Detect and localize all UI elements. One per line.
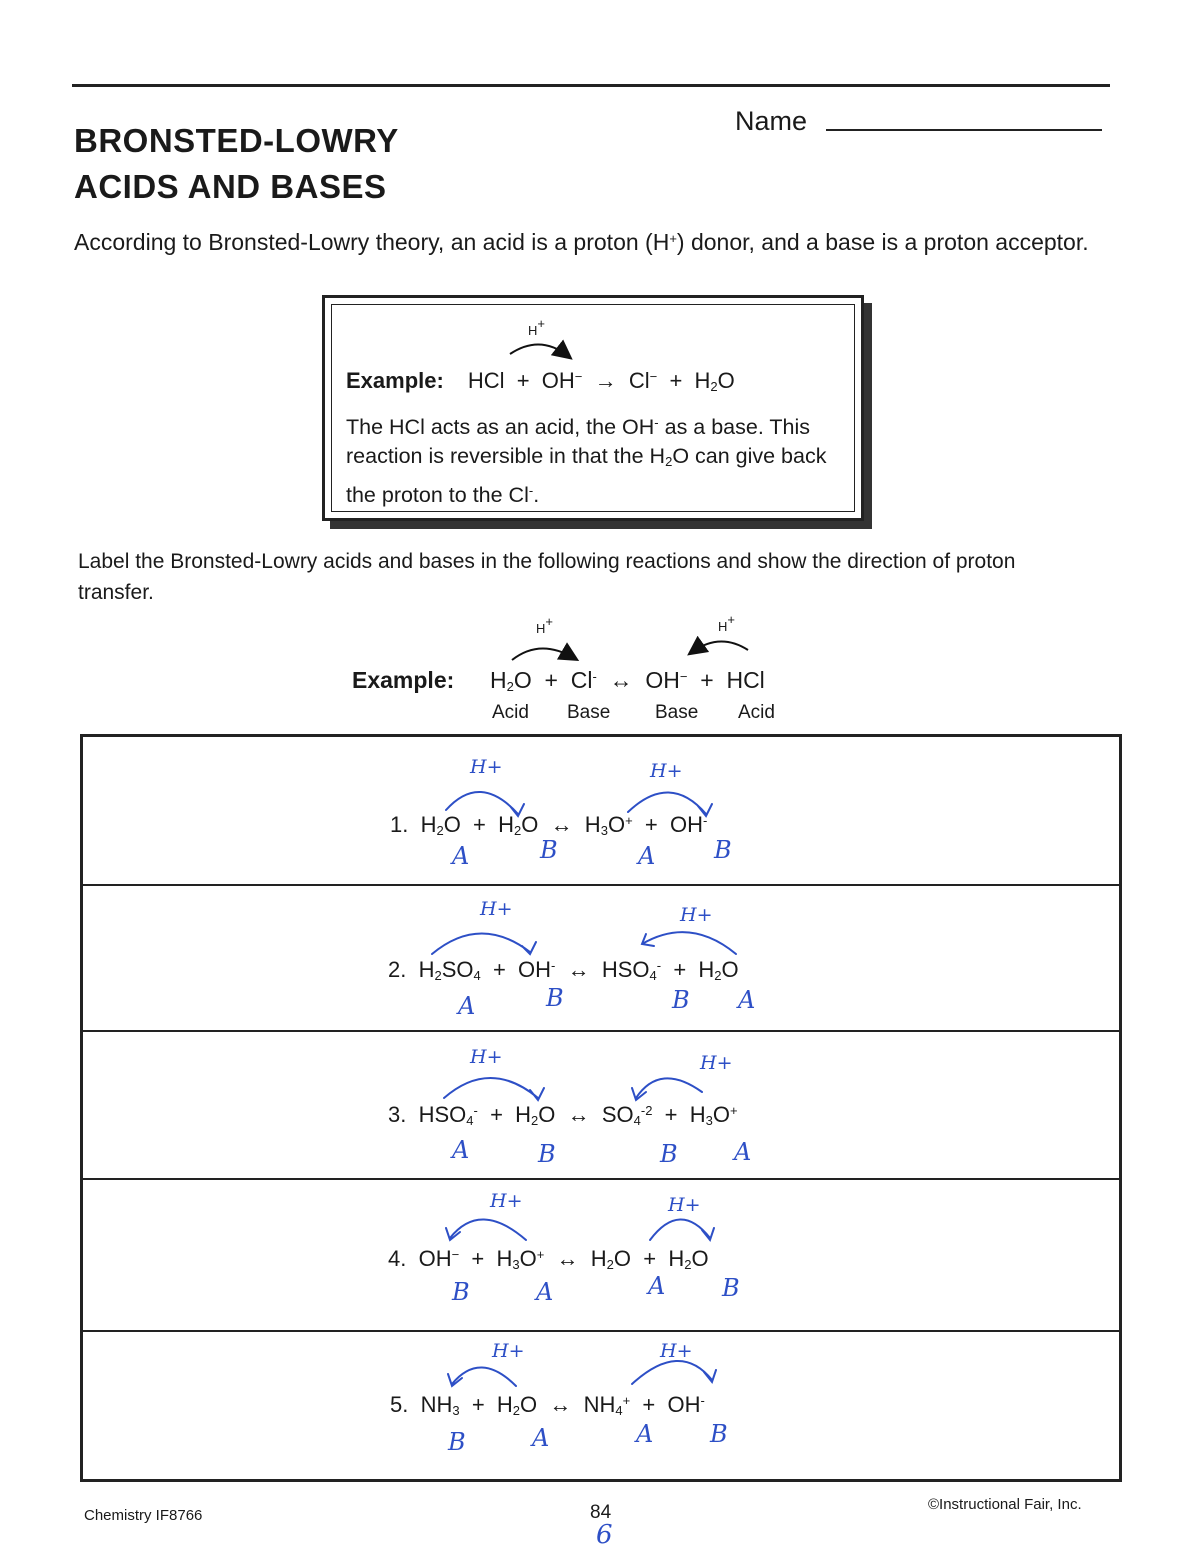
problem-3-answer-4[interactable]: A [734,1138,752,1166]
title-line-1: BRONSTED-LOWRY [74,122,399,159]
problem-1-answer-4[interactable]: B [714,836,732,864]
problem-5-equation: 5. $NH_3 + H_2O$ ↔ $NH_4^+ + OH^-$ [390,1392,705,1418]
footer-copyright: ©Instructional Fair, Inc. [928,1496,1082,1513]
problem-1-answer-1[interactable]: A [452,842,470,870]
example-box-hplus: H+ [528,316,545,338]
problem-3-arrow-right [632,1078,702,1100]
example2-hplus-left: H+ [536,614,553,636]
problem-5-answer-4[interactable]: B [710,1420,728,1448]
problem-3-number: 3. [388,1102,407,1127]
problem-1-number: 1. [390,812,409,837]
example2-role-3: Base [655,702,699,723]
problem-5-hplus-right: H+ [660,1340,693,1362]
problem-4-equation: 4. $OH^- + H_3O^+$ ↔ $H_2O + H_2O$ [388,1246,709,1272]
example2-proton-arrow-right [692,641,748,652]
example2-equation: $H_2O + Cl^-$ ↔ OH− + HCl [490,667,765,694]
problem-3-arrow-left [444,1078,544,1100]
problem-2-answer-1[interactable]: A [458,992,476,1020]
name-label: Name [735,106,808,136]
problem-5-number: 5. [390,1392,409,1417]
problem-5-arrow-left [448,1367,516,1386]
problem-1-equation: 1. $H_2O + H_2O$ ↔ $H_3O^+ + OH^-$ [390,812,708,838]
example-box-label: Example: [346,368,444,393]
problem-5-answer-2[interactable]: A [532,1424,550,1452]
example2-role-4: Acid [738,702,775,723]
problem-3-hplus-left: H+ [470,1046,503,1068]
problem-4-number: 4. [388,1246,407,1271]
example2-role-1: Acid [492,702,529,723]
intro-paragraph: According to Bronsted-Lowry theory, an acid is a proton (H+) donor, and a base is a proton acceptor. [74,229,1089,255]
problem-1-arrow-right [628,792,712,816]
problem-2-answer-4[interactable]: A [738,986,756,1014]
instructions: Label the Bronsted-Lowry acids and bases in the following reactions and show the direction of proton transfer. [78,550,1016,604]
problem-5-answer-1[interactable]: B [448,1428,466,1456]
problem-3-answer-3[interactable]: B [660,1140,678,1168]
example-box-text: The HCl acts as an acid, the OH- as a base. This reaction is reversible in that the $H_2O$ can give back the proton to the Cl-. [346,415,827,507]
problem-2-hplus-left: H+ [480,898,513,920]
problem-4-hplus-left: H+ [490,1190,523,1212]
problem-1-answer-2[interactable]: B [540,836,558,864]
problem-2-arrow-left [432,933,536,954]
problem-2-hplus-right: H+ [680,904,713,926]
footer-handwritten-page: 6 [596,1520,613,1550]
problem-2-arrow-right [642,932,736,954]
problem-4-answer-4[interactable]: B [722,1274,740,1302]
footer-book-code: Chemistry IF8766 [84,1507,203,1524]
footer-page-number: 84 [590,1502,612,1523]
problem-2-answer-3[interactable]: B [672,986,690,1014]
problem-2-number: 2. [388,957,407,982]
problem-3-equation: 3. $HSO_4^- + H_2O$ ↔ $SO_4^{-2} + H_3O^+$ [388,1102,738,1128]
problem-3-answer-1[interactable]: A [452,1136,470,1164]
example2-role-2: Base [567,702,611,723]
problem-3-answer-2[interactable]: B [538,1140,556,1168]
title-line-2: ACIDS AND BASES [74,168,387,205]
problem-5-hplus-left: H+ [492,1340,525,1362]
problem-4-arrow-right [650,1219,714,1240]
problem-4-answer-2[interactable]: A [536,1278,554,1306]
problem-1-answer-3[interactable]: A [638,842,656,870]
example2-hplus-right: H+ [718,612,735,634]
example-box-proton-arrow [510,344,568,356]
problem-4-hplus-right: H+ [668,1194,701,1216]
problem-2-equation: 2. $H_2SO_4 + OH^-$ ↔ $HSO_4^- + H_2O$ [388,957,739,983]
problem-1-arrow-left [446,792,524,816]
problem-3-hplus-right: H+ [700,1052,733,1074]
example-box-equation: Example: HCl + $OH^- \to Cl^- + H_2O$ [346,368,735,394]
problem-1-hplus-left: H+ [470,756,503,778]
problem-4-answer-3[interactable]: A [648,1272,666,1300]
example2-proton-arrow-left [512,648,574,660]
problem-2-answer-2[interactable]: B [546,984,564,1012]
problem-5-answer-3[interactable]: A [636,1420,654,1448]
problem-4-arrow-left [446,1219,526,1240]
example2-label: Example: [352,667,455,693]
problem-5-arrow-right [632,1361,716,1384]
problem-4-answer-1[interactable]: B [452,1278,470,1306]
problem-1-hplus-right: H+ [650,760,683,782]
